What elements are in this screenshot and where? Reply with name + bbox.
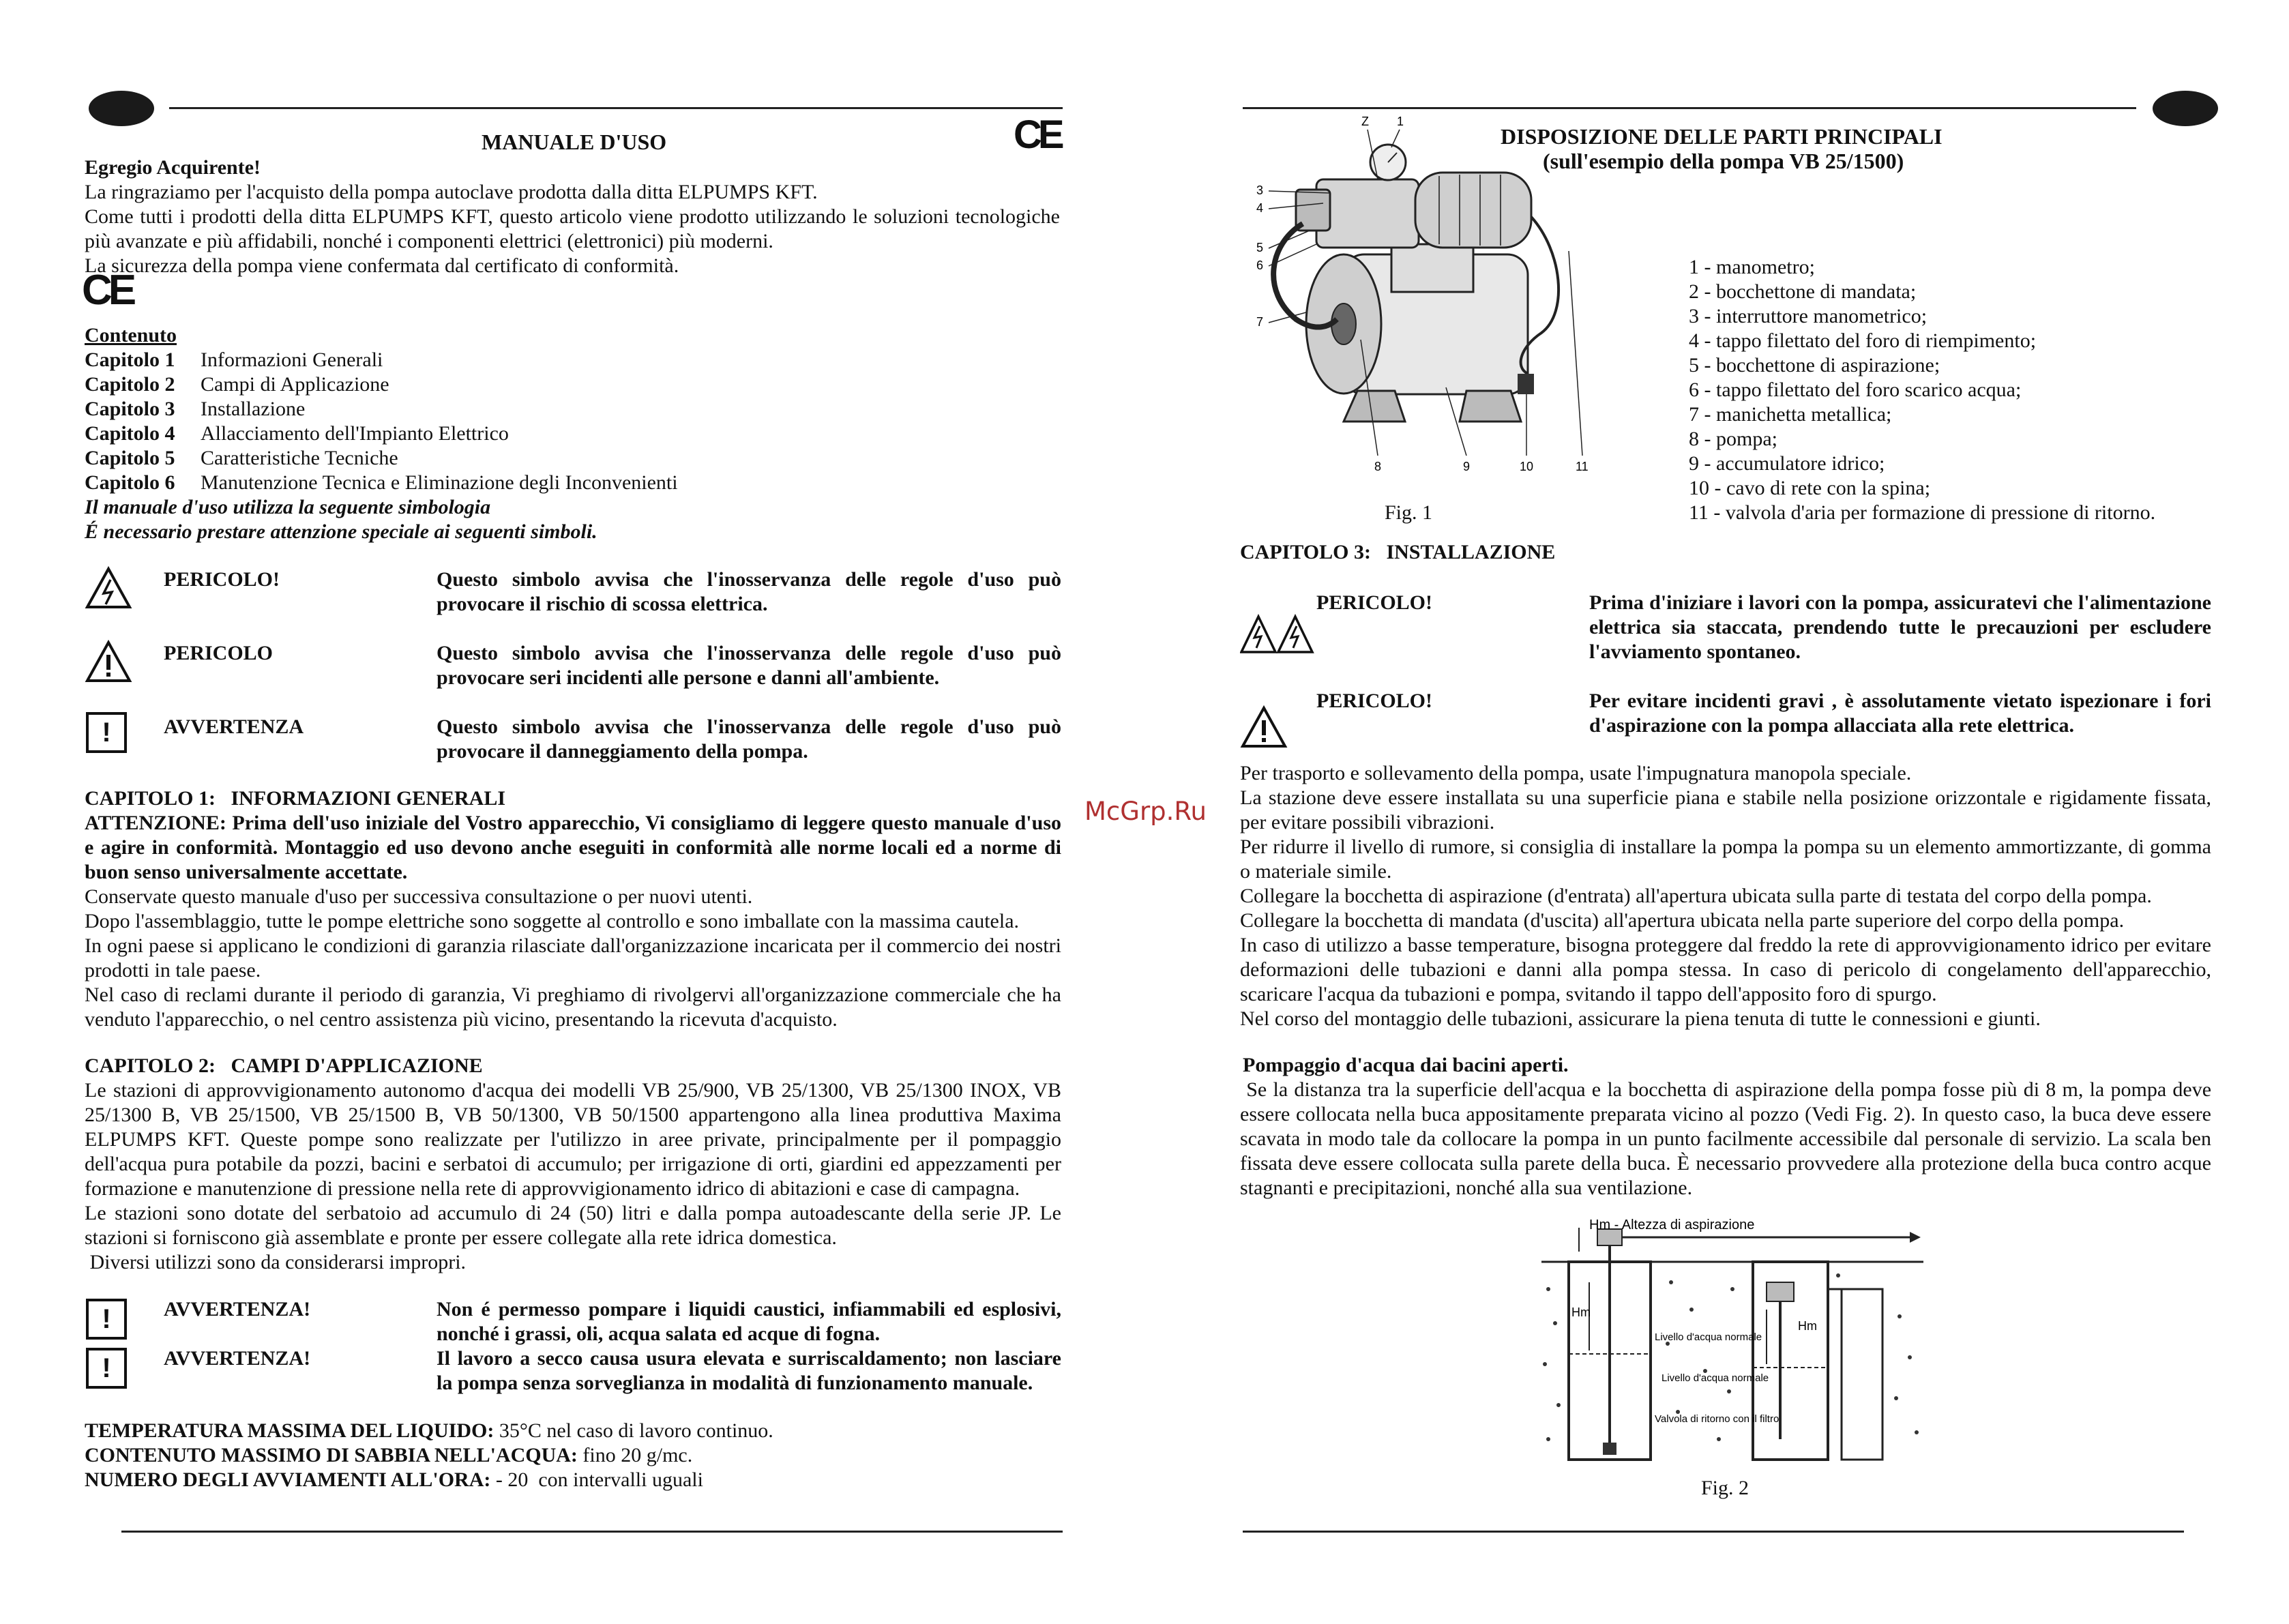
footer-rule-right [1243, 1531, 2184, 1533]
parts-title: DISPOSIZIONE DELLE PARTI PRINCIPALI [1501, 124, 1943, 149]
symbology-line-2: É necessario prestare attenzione speciale ai seguenti simboli. [85, 520, 597, 543]
fig2-caption: Fig. 2 [1701, 1477, 1749, 1499]
danger-text-1: Prima d'iniziare i lavori con la pompa, assicuratevi che l'alimentazione elettrica sia staccata, prendendo tutte le precauzioni per escludere l'avviamento spontaneo. [1589, 591, 2211, 663]
caution-box-icon: ! [86, 712, 127, 753]
callout-6: 6 [1256, 259, 1264, 272]
callout-1: 1 [1397, 115, 1404, 128]
callout-7: 7 [1256, 315, 1264, 329]
callout-z: Z [1361, 115, 1369, 128]
warning-triangle-icon [1240, 705, 1288, 749]
chapter-1-body: Conservate questo manuale d'uso per successiva consultazione o per nuovi utenti. Dopo l'assemblaggio, tutte le pompe elettriche sono soggette al controllo e sono imballate con la massima cautela. In ogni paese si applicano le condizioni di garanzia rilasciate dall'organizzazione incaricata per il commercio dei nostri prodotti in tale paese. Nel caso di reclami durante il periodo di garanzia, Vi preghiamo di rivolgervi all'organizzazione commerciale che ha venduto l'apparecchio, o nel centro assistenza più vicino, presentando la ricevuta d'acquisto. [85, 885, 1061, 1031]
ce-mark-top: CE [1014, 113, 1061, 157]
toc [85, 348, 971, 495]
toc-item-2: Capitolo 2 Campi di Applicazione [85, 373, 389, 396]
label-hm-left: Hm [1571, 1305, 1591, 1319]
label-water-level-2: Livello d'acqua normale [1662, 1372, 1769, 1384]
parts-legend: 1 - manometro; 2 - bocchettone di mandata; 3 - interruttore manometrico; 4 - tappo filettato del foro di riempimento; 5 - bocchettone di aspirazione; 6 - tappo filettato del foro scarico acqua; 7 - manichetta metallica; 8 - pompa; 9 - accumulatore idrico; 10 - cavo di rete con la spina; 11 - valvola d'aria per formazione di pressione di ritorno. [1689, 256, 2156, 524]
open-basins-text: Se la distanza tra la superficie dell'acqua e la bocchetta di aspirazione della pompa fosse più di 8 m, la pompa deve essere collocata nella buca appositamente preparata vicino al pozzo (Vedi Fig. 2). In questo caso, la buca deve essere scavata in modo tale da collocare la pompa in un punto facilmente accessibile dal personale di servizio. La scala ben fissata deve essere collocata sulla parete della buca. È necessario provvedere alla protezione della buca contro acque stagnanti e precipitazioni, nonché alla sua ventilazione. [1240, 1078, 2217, 1199]
warning-triangle-icon [85, 640, 132, 683]
parts-subtitle: (sull'esempio della pompa VB 25/1500) [1543, 149, 1904, 173]
intro-text: La ringraziamo per l'acquisto della pompa autoclave prodotta dalla ditta ELPUMPS KFT. Come tutti i prodotti della ditta ELPUMPS KFT, questo articolo viene prodotto utilizzando le soluzioni tecnologiche più avanzate e più affidabili, nonché i componenti elettrici (elettronici) più moderni. La sicurezza della pompa viene confermata dal certificato di conformità. [85, 181, 1060, 277]
symbology-line-1: Il manuale d'uso utilizza la seguente simbologia [85, 496, 491, 518]
toc-item-4: Capitolo 4 Allacciamento dell'Impianto Elettrico [85, 422, 509, 445]
callout-3: 3 [1256, 183, 1264, 197]
fig1-caption: Fig. 1 [1385, 501, 1433, 524]
callout-8: 8 [1374, 460, 1382, 473]
header-rule-left [169, 107, 1063, 109]
chapter-2-body: Le stazioni di approvvigionamento autonomo d'acqua dei modelli VB 25/900, VB 25/1300, VB 25/1300 INOX, VB 25/1300 B, VB 25/1500, VB 25/1500 B, VB 50/1300, VB 50/1500 appartengono alla linea produttiva Maxima ELPUMPS KFT. Queste pompe sono realizzate per l'utilizzo in aree private, principalmente per il pompaggio dell'acqua pura potabile da pozzi, bacini e serbatoi di accumulo; per irrigazione di orti, giardini ed appezzamenti per formazione e manutenzione di pressione nella rete di approvvigionamento idrico di abitazioni e case di campagna. Le stazioni sono dotate del serbatoio ad accumulo di 24 (50) litri e dalla pompa autoadescante della serie JP. Le stazioni si forniscono già assemblate e pronte per essere collegate alla rete idrica domestica. Diversi utilizzi sono da considerarsi impropri. [85, 1079, 1061, 1273]
chapter-1-attention: ATTENZIONE: Prima dell'uso iniziale del Vostro apparecchio, Vi consigliamo di leggere questo manuale d'uso e agire in conformità. Montaggio ed uso devono anche eseguiti in conformità alle norme locali ed a norme di buon senso universalmente accettate. [85, 812, 1061, 883]
electric-hazard-icon [85, 566, 132, 610]
symbol-label-2: PERICOLO [164, 642, 274, 664]
chapter-2-title: CAPITOLO 2: CAMPI D'APPLICAZIONE [85, 1054, 483, 1077]
spec-max-sand: CONTENUTO MASSIMO DI SABBIA NELL'ACQUA: fino 20 g/mc. [85, 1444, 693, 1466]
callout-5: 5 [1256, 241, 1264, 254]
callout-11: 11 [1576, 460, 1589, 473]
open-basins-title: Pompaggio d'acqua dai bacini aperti. [1243, 1054, 1569, 1076]
greeting: Egregio Acquirente! [85, 156, 261, 179]
caution-box-icon: ! [86, 1299, 127, 1340]
chapter-3-title: CAPITOLO 3: INSTALLAZIONE [1240, 541, 1556, 563]
danger-label-1: PERICOLO! [1316, 591, 1433, 614]
footer-rule-left [121, 1531, 1063, 1533]
chapter-1-title: CAPITOLO 1: INFORMAZIONI GENERALI [85, 787, 506, 810]
ce-mark-logo: CE [82, 267, 133, 314]
toc-item-5: Capitolo 5 Caratteristiche Tecniche [85, 447, 398, 469]
toc-item-6: Capitolo 6 Manutenzione Tecnica e Eliminazione degli Inconvenienti [85, 471, 678, 494]
symbol-text-3: Questo simbolo avvisa che l'inosservanza delle regole d'uso può provocare il danneggiamento della pompa. [437, 715, 1061, 763]
header-rule-right [1243, 107, 2136, 109]
suction-diagram [1528, 1214, 1937, 1487]
label-hm-top: Hm - Altezza di aspirazione [1589, 1217, 1755, 1232]
symbol-text-1: Questo simbolo avvisa che l'inosservanza delle regole d'uso può provocare il rischio di scossa elettrica. [437, 568, 1061, 615]
manual-title: MANUALE D'USO [482, 130, 667, 154]
label-hm-right: Hm [1798, 1319, 1817, 1333]
page-marker-right [2153, 91, 2218, 126]
toc-title: Contenuto [85, 324, 177, 346]
warning-text-2: Il lavoro a secco causa usura elevata e surriscaldamento; non lasciare la pompa senza sorveglianza in modalità di funzionamento manuale. [437, 1347, 1061, 1394]
installation-body: Per trasporto e sollevamento della pompa, usate l'impugnatura manopola speciale. La stazione deve essere installata su una superficie piana e stabile nella posizione orizzontale e rigidamente fissata, per evitare possibili vibrazioni. Per ridurre il livello di rumore, si consiglia di installare la pompa la pompa su un elemento ammortizzante, di gomma o materiale simile. Collegare la bocchetta di aspirazione (d'entrata) all'apertura ubicata sulla parte di testata del corpo della pompa. Collegare la bocchetta di mandata (d'uscita) all'apertura ubicata nella parte superiore del corpo della pompa. In caso di utilizzo a basse temperature, bisogna proteggere dal freddo la rete di approvvigionamento idrico per evitare deformazioni delle tubazioni e danni alla pompa stessa. In caso di pericolo di congelamento dell'apparecchio, scaricare l'acqua da tubazioni e pompa, svitando il tappo dell'apposito foro di spurgo. Nel corso del montaggio delle tubazioni, assicurare la piena tenuta di tutte le connessioni e giunti. [1240, 762, 2211, 1030]
toc-item-1: Capitolo 1 Informazioni Generali [85, 349, 383, 371]
caution-box-icon: ! [86, 1348, 127, 1389]
danger-label-2: PERICOLO! [1316, 690, 1433, 712]
watermark: McGrp.Ru [1084, 797, 1207, 826]
page-marker-left [89, 91, 154, 126]
double-electric-hazard-icon [1240, 614, 1315, 655]
callout-9: 9 [1463, 460, 1471, 473]
warning-text-1: Non é permesso pompare i liquidi caustici, infiammabili ed esplosivi, nonché i grassi, oli, acqua salata ed acque di fogna. [437, 1298, 1061, 1345]
label-water-level-1: Livello d'acqua normale [1655, 1331, 1762, 1343]
callout-10: 10 [1520, 460, 1534, 473]
spec-max-temp: TEMPERATURA MASSIMA DEL LIQUIDO: 35°C nel caso di lavoro continuo. [85, 1419, 773, 1442]
symbol-label-3: AVVERTENZA [164, 715, 304, 738]
symbol-label-1: PERICOLO! [164, 568, 280, 591]
warning-label-2: AVVERTENZA! [164, 1347, 311, 1370]
callout-4: 4 [1256, 201, 1264, 215]
pump-figure [1241, 115, 1596, 483]
spec-starts-per-hour: NUMERO DEGLI AVVIAMENTI ALL'ORA: - 20 con intervalli uguali [85, 1468, 703, 1491]
symbol-text-2: Questo simbolo avvisa che l'inosservanza delle regole d'uso può provocare seri incidenti alle persone e danni all'ambiente. [437, 642, 1061, 689]
danger-text-2: Per evitare incidenti gravi , è assolutamente vietato ispezionare i fori d'aspirazione con la pompa allacciata alla rete elettrica. [1589, 690, 2211, 737]
warning-label-1: AVVERTENZA! [164, 1298, 311, 1320]
label-check-valve: Valvola di ritorno con il filtro [1655, 1413, 1779, 1425]
toc-item-3: Capitolo 3 Installazione [85, 398, 306, 420]
